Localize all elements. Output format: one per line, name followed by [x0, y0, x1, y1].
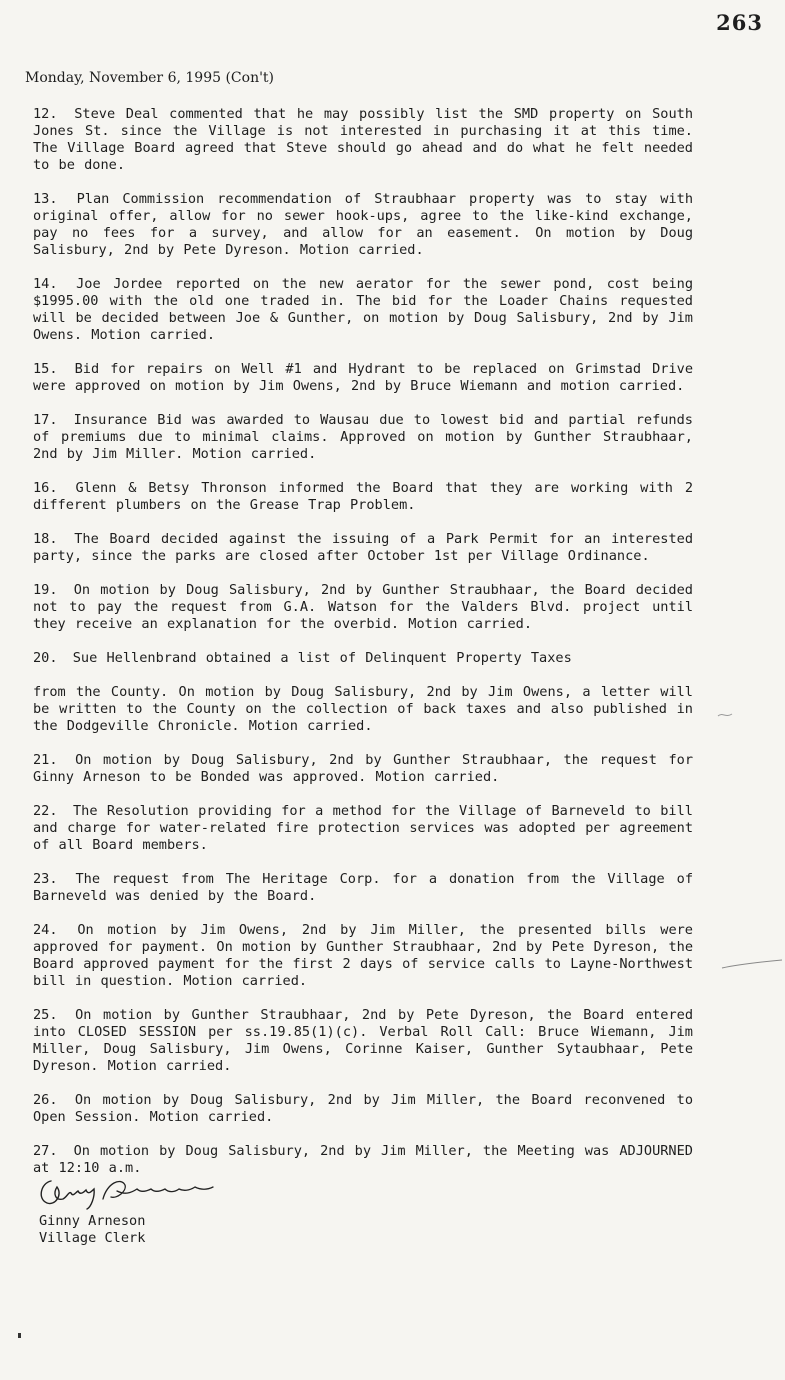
item-number: 15. [33, 361, 58, 377]
minutes-item [33, 1143, 693, 1177]
item-text: Bid for repairs on Well #1 and Hydrant to be replaced on Grimstad Drive were approved on motion by Jim Owens, 2nd by Bruce Wiemann and motion carried. [33, 361, 694, 394]
item-number: 23. [33, 871, 58, 887]
item-text: from the County. On motion by Doug Salisbury, 2nd by Jim Owens, a letter will be written to the County on the collection of back taxes and also published in the Dodgeville Chronicle. Motion carried. [33, 684, 693, 734]
margin-mark [716, 710, 736, 722]
item-text: On motion by Doug Salisbury, 2nd by Jim Miller, the Board reconvened to Open Session. Motion carried. [33, 1092, 693, 1125]
signature-area [33, 1173, 693, 1213]
item-text: Sue Hellenbrand obtained a list of Delinquent Property Taxes [72, 650, 572, 666]
margin-mark [720, 958, 785, 972]
item-text: On motion by Doug Salisbury, 2nd by Jim Miller, the Meeting was ADJOURNED at 12:10 a.m. [33, 1143, 693, 1176]
minutes-item [33, 412, 693, 463]
minutes-item [33, 871, 693, 905]
item-number: 21. [33, 752, 58, 768]
item-text: On motion by Doug Salisbury, 2nd by Gunther Straubhaar, the Board decided not to pay the request from G.A. Watson for the Valders Blvd. project until they receive an explanation for the overbid. Motion carried. [33, 582, 693, 632]
clerk-title: Village Clerk [39, 1230, 146, 1246]
page-number: 263 [716, 10, 763, 35]
item-text: Plan Commission recommendation of Straubhaar property was to stay with original offer, allow for no sewer hook-ups, agree to the like-kind exchange, pay no fees for a survey, and allow for an easement. On motion by Doug Salisbury, 2nd by Pete Dyreson. Motion carried. [33, 191, 694, 258]
item-text: On motion by Gunther Straubhaar, 2nd by Pete Dyreson, the Board entered into CLOSED SESSION per ss.19.85(1)(c). Verbal Roll Call: Bruce Wiemann, Jim Miller, Doug Salisbury, Jim Owens, Corinne Kaiser, Gunther Sytaubhaar, Pete Dyreson. Motion carried. [33, 1007, 694, 1074]
handwritten-signature [33, 1173, 233, 1213]
item-number: 26. [33, 1092, 58, 1108]
item-number: 27. [33, 1143, 58, 1159]
minutes-item [33, 480, 693, 514]
minutes-item [33, 1007, 693, 1075]
item-number: 24. [33, 922, 58, 938]
minutes-item-continued [33, 684, 693, 735]
item-number: 14. [33, 276, 58, 292]
item-text: Steve Deal commented that he may possibly list the SMD property on South Jones St. since the Village is not interested in purchasing it at this time. The Village Board agreed that Steve should go ahead and do what he felt needed to be done. [33, 106, 693, 173]
minutes-item [33, 276, 693, 344]
item-text: Glenn & Betsy Thronson informed the Board that they are working with 2 different plumbers on the Grease Trap Problem. [33, 480, 693, 513]
item-number: 25. [33, 1007, 58, 1023]
item-text: Joe Jordee reported on the new aerator for the sewer pond, cost being $1995.00 with the old one traded in. The bid for the Loader Chains requested will be decided between Joe & Gunther, on motion by Doug Salisbury, 2nd by Jim Owens. Motion carried. [33, 276, 693, 343]
item-number: 17. [33, 412, 58, 428]
item-number: 20. [33, 650, 58, 666]
item-number: 12. [33, 106, 58, 122]
minutes-item [33, 106, 693, 174]
minutes-item [33, 1092, 693, 1126]
minutes-item [33, 650, 693, 667]
minutes-item [33, 191, 693, 259]
item-text: The Board decided against the issuing of a Park Permit for an interested party, since the parks are closed after October 1st per Village Ordinance. [33, 531, 693, 564]
item-number: 19. [33, 582, 58, 598]
minutes-date-header: Monday, November 6, 1995 (Con't) [25, 70, 275, 86]
minutes-item [33, 752, 693, 786]
item-text: The Resolution providing for a method for the Village of Barneveld to bill and charge for water-related fire protection services was adopted per agreement of all Board members. [33, 803, 693, 853]
minutes-item [33, 803, 693, 854]
scan-mark [18, 1333, 21, 1338]
minutes-item [33, 582, 693, 633]
item-number: 13. [33, 191, 58, 207]
item-number: 18. [33, 531, 58, 547]
clerk-name: Ginny Arneson [39, 1213, 146, 1229]
item-text: The request from The Heritage Corp. for a donation from the Village of Barneveld was denied by the Board. [33, 871, 693, 904]
minutes-item [33, 922, 693, 990]
minutes-item [33, 531, 693, 565]
minutes-body [33, 106, 693, 1247]
item-number: 16. [33, 480, 58, 496]
item-text: On motion by Doug Salisbury, 2nd by Gunther Straubhaar, the request for Ginny Arneson to be Bonded was approved. Motion carried. [33, 752, 694, 785]
item-text: Insurance Bid was awarded to Wausau due to lowest bid and partial refunds of premiums due to minimal claims. Approved on motion by Gunther Straubhaar, 2nd by Jim Miller. Motion carried. [33, 412, 693, 462]
item-text: On motion by Jim Owens, 2nd by Jim Miller, the presented bills were approved for payment. On motion by Gunther Straubhaar, 2nd by Pete Dyreson, the Board approved payment for the first 2 days of service calls to Layne-Northwest bill in question. Motion carried. [33, 922, 693, 989]
item-number: 22. [33, 803, 58, 819]
minutes-item [33, 361, 693, 395]
